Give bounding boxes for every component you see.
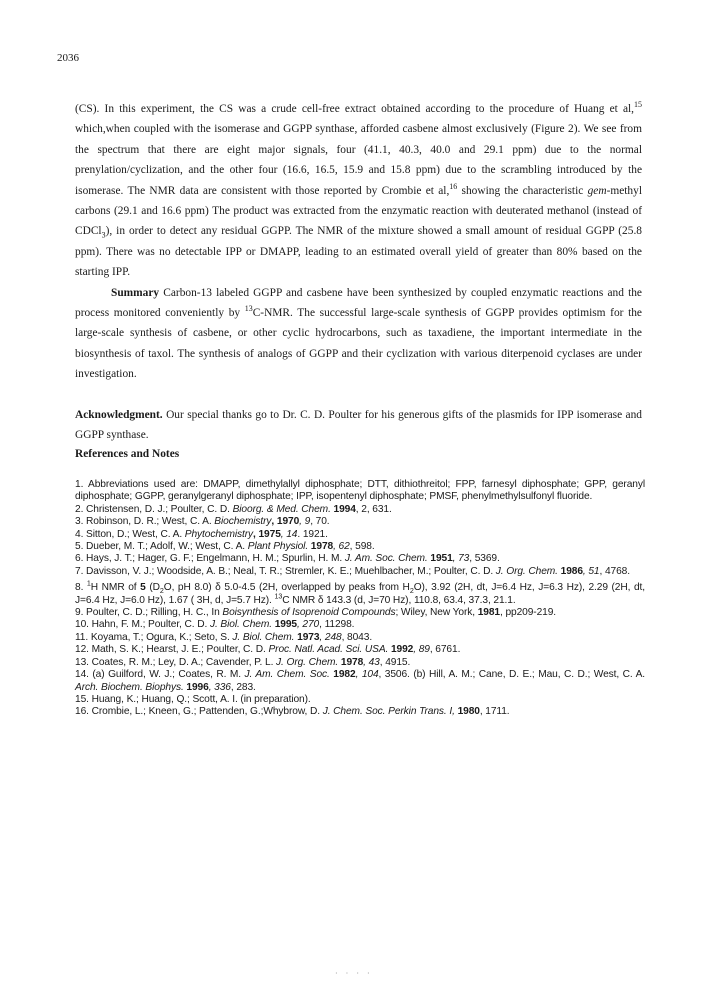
references-list xyxy=(75,479,645,719)
paragraph-1: (CS). In this experiment, the CS was a crude cell-free extract obtained according to the procedure of Huang et al,$^{15}$ which,when coupled with the isomerase and GGPP synthase, afforded casbene almost exclusively (Figure 2). We see from the spectrum that there are eight major signals, four (41.1, 40.3, 40.0 and 29.1 ppm) due to the normal prenylation/cyclization, and the other four (16.6, 16.5, 15.9 and 15.8 ppm) due to the scrambling introduced by the isomerase. The NMR data are consistent with those reported by Crombie et al,$^{16}$ showing the characteristic gem-methyl carbons (29.1 and 16.6 ppm) The product was extracted from the enzymatic reaction with deuterated methanol (instead of CDCl$_3$), in order to detect any residual GGPP. The NMR of the mixture showed a small amount of residual GGPP (25.8 ppm). There was no detectable IPP or DMAPP, leading to an estimated overall yield of greater than 80% based on the starting IPP. xyxy=(75,100,642,279)
body-text xyxy=(75,99,642,385)
reference-item: 11. Koyama, T.; Ogura, K.; Seto, S. J. Biol. Chem. 1973, 248, 8043. xyxy=(75,631,373,643)
page-number: 2036 xyxy=(57,52,79,64)
summary-heading: Summary xyxy=(111,286,160,299)
reference-item: 15. Huang, K.; Huang, Q.; Scott, A. I. (in preparation). xyxy=(75,693,311,705)
reference-item: 16. Crombie, L.; Kneen, G.; Pattenden, G.;Whybrow, D. J. Chem. Soc. Perkin Trans. I, 1980, 1711. xyxy=(75,706,510,718)
paragraph-summary: Summary Carbon-13 labeled GGPP and casbene have been synthesized by coupled enzymatic reactions and the process monitored conveniently by $^{13}$C-NMR. The successful large-scale synthesis of GGPP provides optimism for the large-scale synthesis of casbene, or other cyclic hydrocarbons, such as taxadiene, the important intermediate in the biosynthesis of taxol. The synthesis of analogs of GGPP and their cyclization with various diterpenoid cyclases are under investigation. xyxy=(75,286,642,381)
reference-item: 6. Hays, J. T.; Hager, G. F.; Engelmann, H. M.; Spurlin, H. M. J. Am. Soc. Chem. 1951, 73, 5369. xyxy=(75,553,500,565)
acknowledgment: Acknowledgment. Our special thanks go to Dr. C. D. Poulter for his generous gifts of the plasmids for IPP isomerase and GGPP synthase. xyxy=(75,409,642,442)
scan-artifact: · · · · xyxy=(335,969,373,978)
reference-item: 2. Christensen, D. J.; Poulter, C. D. Bioorg. & Med. Chem. 1994, 2, 631. xyxy=(75,503,392,515)
reference-item: 3. Robinson, D. R.; West, C. A. Biochemistry, 1970, 9, 70. xyxy=(75,516,330,528)
reference-item: 10. Hahn, F. M.; Poulter, C. D. J. Biol. Chem. 1995, 270, 11298. xyxy=(75,619,355,631)
reference-item: 9. Poulter, C. D.; Rilling, H. C., In Boisynthesis of Isoprenoid Compounds; Wiley, New York, 1981, pp209-219. xyxy=(75,607,557,619)
reference-item: 13. Coates, R. M.; Ley, D. A.; Cavender, P. L. J. Org. Chem. 1978, 43, 4915. xyxy=(75,656,411,668)
references-heading: References and Notes xyxy=(75,448,180,460)
acknowledgment-heading: Acknowledgment. xyxy=(75,409,163,421)
reference-item: 14. (a) Guilford, W. J.; Coates, R. M. J. Am. Chem. Soc. 1982, 104, 3506. (b) Hill, A. M.; Cane, D. E.; Mau, C. D.; West, C. A. Arch. Biochem. Biophys. 1996, 336, 283. xyxy=(75,669,646,693)
reference-item: 7. Davisson, V. J.; Woodside, A. B.; Neal, T. R.; Stremler, K. E.; Muehlbacher, M.; Poulter, C. D. J. Org. Chem. 1986, 51, 4768. xyxy=(75,565,630,577)
reference-item: 8. $^1$H NMR of 5 ($D_2O$, pH 8.0) δ 5.0-4.5 (2H, overlapped by peaks from $H_2O$), 3.92 (2H, dt, J=6.4 Hz, J=6.3 Hz), 2.29 (2H, dt, J=6.4 Hz, J=6.0 Hz), 1.67 ( 3H, d, J=5.7 Hz). $^{13}$C NMR δ 143.3 (d, J=70 Hz), 110.8, 63.4, 37.3, 21.1. xyxy=(75,579,645,606)
reference-item: 5. Dueber, M. T.; Adolf, W.; West, C. A. Plant Physiol. 1978, 62, 598. xyxy=(75,541,375,553)
reference-item: 12. Math, S. K.; Hearst, J. E.; Poulter, C. D. Proc. Natl. Acad. Sci. USA. 1992, 89, 6761. xyxy=(75,644,461,656)
reference-item: 1. Abbreviations used are: DMAPP, dimethylallyl diphosphate; DTT, dithiothreitol; FPP, farnesyl diphosphate; GPP, geranyl diphosphate; GGPP, geranylgeranyl diphosphate; IPP, isopentenyl diphosphate; PMSF, phenylmethylsulfonyl fluoride. xyxy=(75,479,645,503)
reference-item: 4. Sitton, D.; West, C. A. Phytochemistry, 1975, 14. 1921. xyxy=(75,528,328,540)
